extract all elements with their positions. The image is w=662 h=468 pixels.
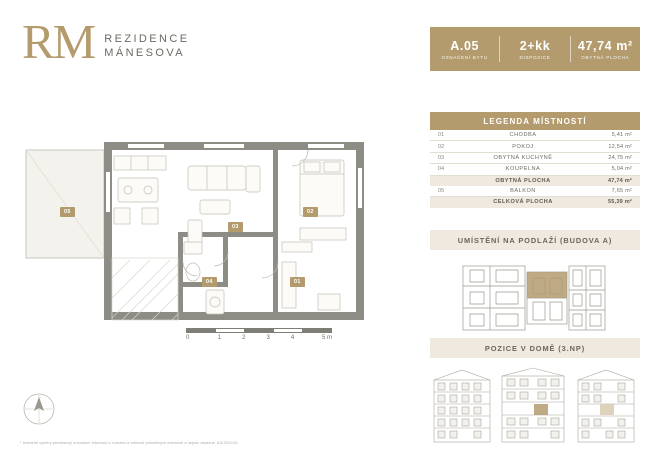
house-position-title: POZICE V DOMĚ (3.NP) xyxy=(430,338,640,358)
unit-id-cell xyxy=(430,39,499,60)
scale-tick: 2 xyxy=(242,335,246,341)
room-name: OBYTNÁ KUCHYNĚ xyxy=(452,152,594,163)
scale-tick: 3 xyxy=(266,335,270,341)
scale-tick: 5 m xyxy=(321,335,332,341)
unit-area-cell xyxy=(571,39,640,60)
shaft-area xyxy=(112,258,178,320)
room-name: CHODBA xyxy=(452,130,594,141)
table-row xyxy=(430,152,640,163)
unit-layout-value: 2+kk xyxy=(519,38,551,53)
floor-location-diagram xyxy=(430,256,640,342)
logo-line-2: MÁNESOVA xyxy=(104,47,185,59)
scale-tick: 1 xyxy=(217,335,222,341)
room-area: 7,65 m² xyxy=(594,186,640,197)
brand-logo xyxy=(22,14,190,69)
room-number: 04 xyxy=(430,164,452,175)
highlighted-unit xyxy=(527,272,567,298)
room-tag-03: 03 xyxy=(228,222,243,232)
scale-bar-labels xyxy=(186,335,332,341)
room-tag-05: 05 xyxy=(60,207,75,217)
room-tag-04: 04 xyxy=(202,277,217,287)
table-row xyxy=(430,164,640,175)
living-area-value: 47,74 m² xyxy=(594,175,640,186)
scale-segment xyxy=(274,329,303,332)
secondary-unit-elevation xyxy=(600,404,614,415)
table-row xyxy=(430,130,640,141)
apartment-floorplan xyxy=(18,112,398,362)
facade-elevations-svg xyxy=(430,366,640,452)
room-legend-table xyxy=(430,130,640,208)
floor-plan-mini-svg xyxy=(430,256,640,342)
scale-segment xyxy=(245,329,274,332)
table-row xyxy=(430,186,640,197)
table-row-total xyxy=(430,197,640,208)
room-legend xyxy=(430,112,640,208)
total-blank xyxy=(430,197,452,208)
scale-segment xyxy=(216,329,245,332)
room-tag-01: 01 xyxy=(290,277,305,287)
scale-tick: 4 xyxy=(290,335,295,341)
room-area: 24,75 m² xyxy=(594,152,640,163)
floorplan-svg xyxy=(18,112,398,362)
scale-segment xyxy=(303,329,331,332)
disclaimer-text: * Uvedené výměry představují orientační informaci o rozsahu a velikosti jednotlivých místností a nejsou závazné. AG/2021/16 xyxy=(20,441,238,445)
furniture-kitchen xyxy=(114,156,166,224)
room-area: 5,41 m² xyxy=(594,130,640,141)
room-number: 02 xyxy=(430,141,452,152)
compass-rose xyxy=(22,392,56,426)
hatch-pattern xyxy=(112,260,178,320)
living-area-blank xyxy=(430,175,452,186)
house-elevation-diagram xyxy=(430,366,640,452)
unit-area-caption: OBYTNÁ PLOCHA xyxy=(581,54,630,60)
room-number: 01 xyxy=(430,130,452,141)
house-position-section xyxy=(430,338,640,452)
room-name: POKOJ xyxy=(452,141,594,152)
unit-area-value: 47,74 m² xyxy=(577,38,633,53)
room-tag-02: 02 xyxy=(303,207,318,217)
highlighted-unit-elevation xyxy=(534,404,548,415)
floor-location-title: UMÍSTĚNÍ NA PODLAŽÍ (BUDOVA A) xyxy=(430,230,640,250)
unit-id-caption: OZNAČENÍ BYTU xyxy=(441,54,488,60)
room-legend-title: LEGENDA MÍSTNOSTÍ xyxy=(430,112,640,130)
scale-bar xyxy=(186,328,332,341)
logo-wordmark xyxy=(104,32,189,60)
logo-line-1: REZIDENCE xyxy=(104,33,190,45)
room-number: 05 xyxy=(430,186,452,197)
room-number: 03 xyxy=(430,152,452,163)
unit-header-badge xyxy=(430,27,640,71)
floor-location-section xyxy=(430,230,640,342)
room-name: KOUPELNA xyxy=(452,164,594,175)
total-value: 55,39 m² xyxy=(594,197,640,208)
logo-monogram: RM xyxy=(22,14,95,69)
compass-icon xyxy=(22,392,56,426)
total-label: CELKOVÁ PLOCHA xyxy=(452,197,594,208)
scale-tick: 0 xyxy=(186,335,190,341)
unit-layout-cell xyxy=(500,39,569,60)
room-area: 12,54 m² xyxy=(594,141,640,152)
scale-segment xyxy=(187,329,216,332)
table-row-living-area xyxy=(430,175,640,186)
living-area-label: OBYTNÁ PLOCHA xyxy=(452,175,594,186)
unit-id-value: A.05 xyxy=(450,38,480,53)
scale-bar-track xyxy=(186,328,332,333)
room-area: 5,04 m² xyxy=(594,164,640,175)
table-row xyxy=(430,141,640,152)
unit-layout-caption: DISPOZICE xyxy=(519,54,551,60)
room-name: BALKON xyxy=(452,186,594,197)
